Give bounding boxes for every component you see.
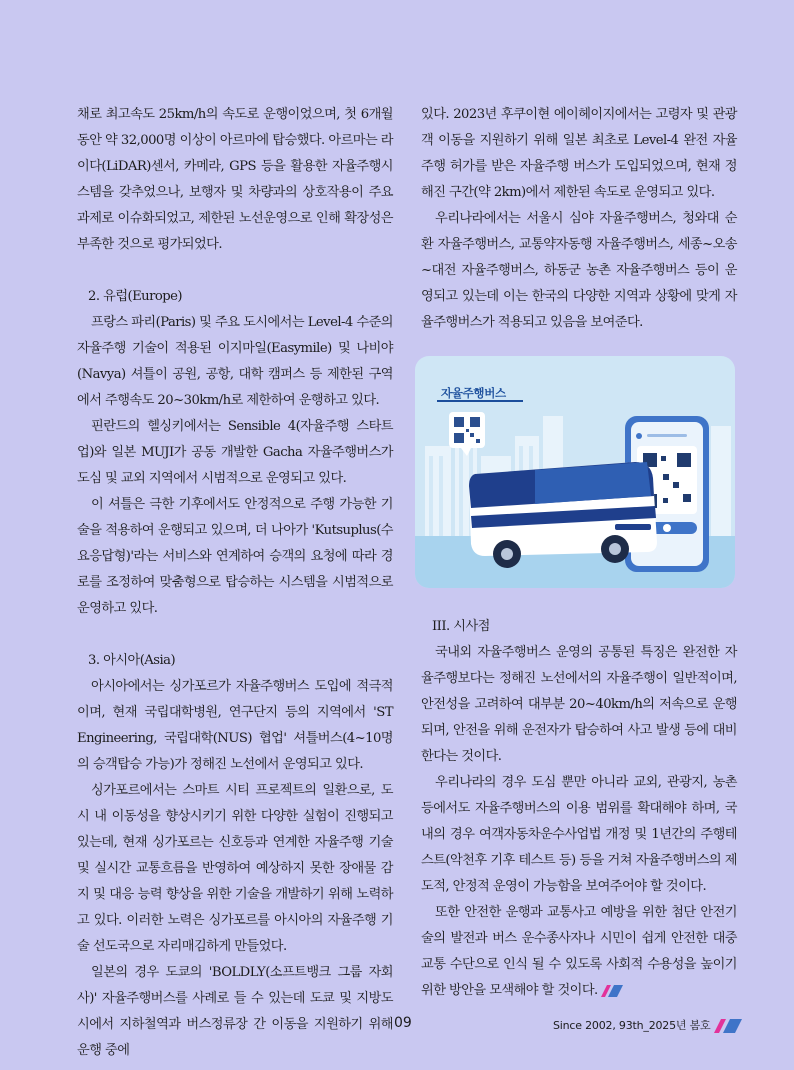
paragraph: 일본의 경우 도쿄의 'BOLDLY(소프트뱅크 그룹 자회사)' 자율주행버스를 사례로 들 수 있는데 도쿄 및 지방도시에서 지하철역과 버스정류장 간 이동을 지원하기 위해 운행 중에 (77, 965, 393, 1058)
right-column (421, 102, 737, 1004)
paragraph: 아시아에서는 싱가포르가 자율주행버스 도입에 적극적이며, 현재 국립대학병원, 연구단지 등의 지역에서 'ST Engineering, 국립대학(NUS) 협업' 셔틀버스(4~10명의 승객탑승 가능)가 정해진 노선에서 운영되고 있다. (77, 679, 393, 772)
paragraph-text: 또한 안전한 운행과 교통사고 예방을 위한 첨단 안전기술의 발전과 버스 운수종사자나 시민이 쉽게 안전한 대중교통 수단으로 인식 될 수 있도록 사회적 수용성을 높이기 위한 방안을 모색해야 할 것이다. (421, 905, 737, 998)
figure-label: 자율주행버스 (441, 386, 506, 400)
kd-logo-icon (601, 985, 623, 997)
paragraph (421, 900, 737, 1004)
issue-info (553, 1017, 742, 1033)
paragraph: 핀란드의 헬싱키에서는 Sensible 4(자율주행 스타트업)와 일본 MUJI가 공동 개발한 Gacha 자율주행버스가 도심 및 교외 지역에서 시범적으로 운영되고 있다. (77, 419, 393, 486)
autonomous-bus-illustration (415, 356, 735, 588)
paragraph: 싱가포르에서는 스마트 시티 프로젝트의 일환으로, 도시 내 이동성을 향상시키기 위한 다양한 실험이 진행되고 있는데, 현재 싱가포르는 신호등과 연계한 자율주행 기술 및 실시간 교통흐름을 반영하여 예상하지 못한 장애물 감지 및 대응 능력 향상을 위한 기술을 개발하기 위해 노력하고 있다. 이러한 노력은 싱가포르를 아시아의 자율주행 기술 선도국으로 자리매김하게 만들었다. (77, 783, 393, 954)
paragraph: 이 셔틀은 극한 기후에서도 안정적으로 주행 가능한 기술을 적용하여 운행되고 있으며, 더 나아가 'Kutsuplus(수요응답형)'라는 서비스와 연계하여 승객의 요청에 따라 경로를 조정하여 맞춤형으로 탑승하는 시스템을 시범적으로 운영하고 있다. (77, 497, 393, 616)
paragraph: 우리나라의 경우 도심 뿐만 아니라 교외, 관광지, 농촌 등에서도 자율주행버스의 이용 범위를 확대해야 하며, 국내의 경우 여객자동차운수사업법 개정 및 1년간의 주행테스트(악천후 기후 테스트 등) 등을 거쳐 자율주행버스의 제도적, 안정적 운영이 가능함을 보여주어야 할 것이다. (421, 775, 737, 894)
paragraph: 채로 최고속도 25km/h의 속도로 운행이었으며, 첫 6개월 동안 약 32,000명 이상이 아르마에 탑승했다. 아르마는 라이다(LiDAR)센서, 카메라, GPS 등을 활용한 자율주행시스템을 갖추었으나, 보행자 및 차량과의 상호작용이 주요 과제로 이슈화되었고, 제한된 노선운영으로 인해 확장성은 부족한 것으로 평가되었다. (77, 107, 393, 252)
paragraph: 프랑스 파리(Paris) 및 주요 도시에서는 Level-4 수준의 자율주행 기술이 적용된 이지마일(Easymile) 및 나비야(Navya) 셔틀이 공원, 공항, 대학 캠퍼스 등 제한된 구역에서 주행속도 20~30km/h로 제한하여 운행하고 있다. (77, 315, 393, 408)
section-heading-implication: III. 시사점 (432, 619, 490, 634)
section-heading-europe: 2. 유럽(Europe) (88, 289, 183, 304)
page-number: 09 (394, 1015, 412, 1031)
figure-label-underline (437, 400, 523, 402)
paragraph: 우리나라에서는 서울시 심야 자율주행버스, 청와대 순환 자율주행버스, 교통약자동행 자율주행버스, 세종~오송~대전 자율주행버스, 하동군 농촌 자율주행버스 등이 운영되고 있는데 이는 한국의 다양한 지역과 상황에 맞게 자율주행버스가 적용되고 있음을 보여준다. (421, 211, 737, 330)
section-heading-asia: 3. 아시아(Asia) (88, 653, 176, 668)
paragraph: 있다. 2023년 후쿠이현 에이헤이지에서는 고령자 및 관광객 이동을 지원하기 위해 일본 최초로 Level-4 완전 자율주행 허가를 받은 자율주행 버스가 도입되었으며, 현재 정해진 구간(약 2km)에서 제한된 속도로 운영되고 있다. (421, 107, 737, 200)
kd-logo-icon (714, 1019, 742, 1033)
left-column (77, 102, 393, 1064)
issue-info-text: Since 2002, 93th_2025년 봄호 (553, 1019, 711, 1032)
paragraph: 국내외 자율주행버스 운영의 공통된 특징은 완전한 자율주행보다는 정해진 노선에서의 자율주행이 일반적이며, 안전성을 고려하여 대부분 20~40km/h의 저속으로 운행되며, 안전을 위해 운전자가 탑승하여 사고 발생 등에 대비한다는 것이다. (421, 645, 737, 764)
